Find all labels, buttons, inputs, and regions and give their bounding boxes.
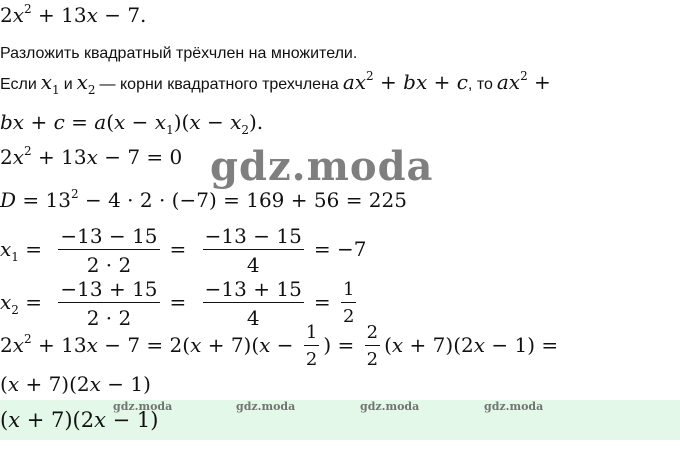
x2-fraction-simplified: $\frac{-13 + 15}{4}$: [204, 277, 302, 330]
watermark-small-1: gdz.moda: [113, 400, 173, 413]
rule-x1: $x_1$: [40, 70, 60, 97]
discriminant: $D = 13^2 - 4 \cdot 2 \cdot (-7) = 169 + 56 = 225$: [0, 187, 407, 212]
watermark-small-2: gdz.moda: [236, 400, 296, 413]
rule-trinomial: $ax^2$ + bx + c: [342, 69, 468, 94]
equation: $2x^2 + 13x - 7 = 0$: [0, 144, 183, 169]
expression: $2x^2 + 13x - 7$.: [0, 2, 147, 27]
root-x2: $x_2$ = $\frac{-13 + 15}{2 \cdot 2}$ = $\frac{-13 + 15}{4}$ = $\frac{1}{2}$: [0, 277, 355, 330]
root-x1: $x_1$ = $\frac{-13 - 15}{2 \cdot 2}$ = $\frac{-13 - 15}{4}$ = −7: [0, 224, 367, 277]
rule-line-2: bx + $c = a(x - x_1)(x - x_2)$.: [0, 110, 264, 137]
rule-text-if: Если: [0, 76, 37, 93]
x2-result: $\frac{1}{2}$: [342, 279, 355, 327]
rule-text-and: и: [63, 76, 73, 93]
rule-formula-start: $ax^2$ +: [496, 69, 551, 94]
two-over-two-fraction: $\frac{2}{2}$: [366, 322, 379, 370]
factored-line-1: $2x^2 + 13x - 7 = 2(x + 7)(x$ − $\frac{1}{2}$ ) = $\frac{2}{2}$ (x + 7)(2x − 1) =: [0, 322, 559, 370]
watermark-small-4: gdz.moda: [484, 400, 544, 413]
x1-fraction: $\frac{-13 - 15}{2 \cdot 2}$: [60, 224, 158, 277]
x2-fraction: $\frac{-13 + 15}{2 \cdot 2}$: [60, 277, 158, 330]
watermark-logo: gdz.moda: [210, 143, 434, 190]
factored-line-2: (x + 7)(2x − 1): [0, 372, 151, 396]
rule-x2: $x_2$: [76, 70, 96, 97]
answer: (x + 7)(2x − 1): [0, 408, 159, 432]
x1-fraction-simplified: $\frac{-13 - 15}{4}$: [204, 224, 302, 277]
half-fraction: $\frac{1}{2}$: [305, 322, 318, 370]
rule-text-then: , то: [467, 76, 493, 93]
task-text: Разложить квадратный трёхчлен на множители.: [0, 45, 358, 62]
watermark-small-3: gdz.moda: [360, 400, 420, 413]
rule-text-roots: — корни квадратного трехчлена: [99, 76, 339, 93]
rule-line-1: [0, 69, 551, 97]
x1-result: −7: [336, 237, 367, 261]
